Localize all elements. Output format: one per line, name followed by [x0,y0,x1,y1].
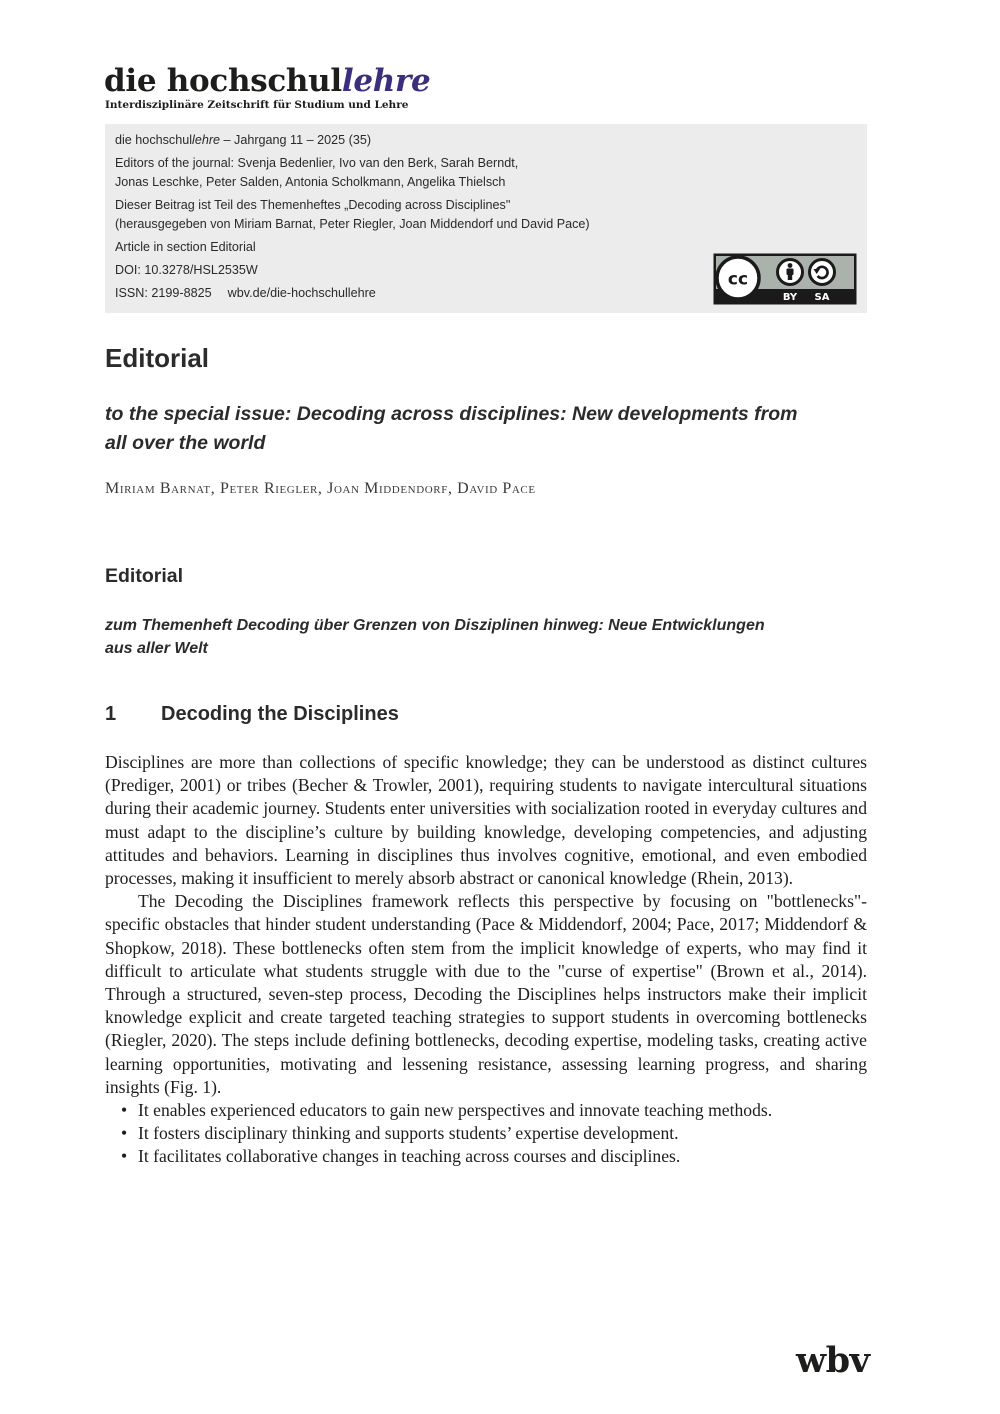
special-issue-line-2: (herausgegeben von Miriam Barnat, Peter Riegler, Joan Middendorf und David Pace) [115,217,590,231]
journal-volume-line [115,133,371,147]
list-item-text: It fosters disciplinary thinking and supports students’ expertise development. [138,1123,679,1144]
issn-line [115,286,376,300]
article-section: Article in section Editorial [115,240,256,254]
page-title: Editorial [105,343,210,373]
journal-logo [104,63,431,99]
author-list: Miriam Barnat, Peter Riegler, Joan Middendorf, David Pace [105,480,536,497]
cc-by-sa-icon[interactable] [713,253,857,305]
editors-line-2: Jonas Leschke, Peter Salden, Antonia Scholkmann, Angelika Thielsch [115,175,506,189]
bullet-icon: • [121,1123,128,1144]
logo-italic-text: lehre [341,63,431,99]
special-issue-line-1: Dieser Beitrag ist Teil des Themenheftes „Decoding across Disciplines" [115,198,511,212]
by-text: BY [782,292,798,303]
logo-regular-text: die hochschul [104,63,342,99]
sa-text: SA [814,292,830,303]
list-item [105,1099,867,1122]
journal-volume: – Jahrgang 11 – 2025 (35) [220,133,372,147]
bullet-icon: • [121,1100,128,1121]
list-item [105,1122,867,1145]
journal-subtitle: Interdisziplinäre Zeitschrift für Studium und Lehre [105,99,409,111]
paragraph-2: The Decoding the Disciplines framework reflects this perspective by focusing on "bottlenecks"-specific obstacles that hinder student understanding (Pace & Middendorf, 2004; Pace, 2017; Middendorf & Shopkow, 2018). These bottlenecks often stem from the implicit knowledge of experts, who may find it difficult to articulate what students struggle with due to the "curse of expertise" (Brown et al., 2014). Through a structured, seven-step process, Decoding the Disciplines helps instructors make their implicit knowledge explicit and create targeted teaching strategies to support students in overcoming bottlenecks (Riegler, 2020). The steps include defining bottlenecks, decoding expertise, modeling tasks, creating active learning opportunities, motivating and lessening resistance, assessing learning progress, and sharing insights (Fig. 1). [105,891,867,1097]
section-number: 1 [105,703,117,725]
section-heading: Decoding the Disciplines [161,703,399,725]
issn: ISSN: 2199-8825 [115,286,212,300]
doi[interactable]: DOI: 10.3278/HSL2535W [115,263,258,277]
list-item-text: It facilitates collaborative changes in teaching across courses and disciplines. [138,1146,681,1167]
article-subtitle-en: to the special issue: Decoding across disciplines: New developments from all over the world [105,403,798,454]
list-item [105,1145,867,1168]
cc-text: cc [727,269,749,290]
journal-website-link[interactable]: wbv.de/die-hochschullehre [227,286,376,300]
publisher-logo: wbv [796,1340,870,1381]
paragraph-1: Disciplines are more than collections of specific knowledge; they can be understood as distinct cultures (Prediger, 2001) or tribes (Becher & Trowler, 2001), requiring students to navigate intercultural situations during their academic journey. Students enter universities with socialization rooted in everyday cultures and must adapt to the discipline’s culture by building knowledge, developing competencies, and adjusting attitudes and behaviors. Learning in disciplines thus involves cognitive, emotional, and even embodied processes, making it insufficient to merely absorb abstract or canonical knowledge (Rhein, 2013). [105,752,867,889]
article-subtitle-de: zum Themenheft Decoding über Grenzen von Disziplinen hinweg: Neue Entwicklungen aus aller Welt [105,617,765,657]
bullet-icon: • [121,1146,128,1167]
title-german: Editorial [105,565,184,587]
editors-line-1: Editors of the journal: Svenja Bedenlier, Ivo van den Berk, Sarah Berndt, [115,156,519,170]
list-item-text: It enables experienced educators to gain new perspectives and innovate teaching methods. [138,1100,773,1121]
journal-name-italic: lehre [192,133,221,147]
bullet-list [105,1099,867,1169]
journal-name-prefix: die hochschul [115,133,193,147]
section-body [105,751,867,1169]
